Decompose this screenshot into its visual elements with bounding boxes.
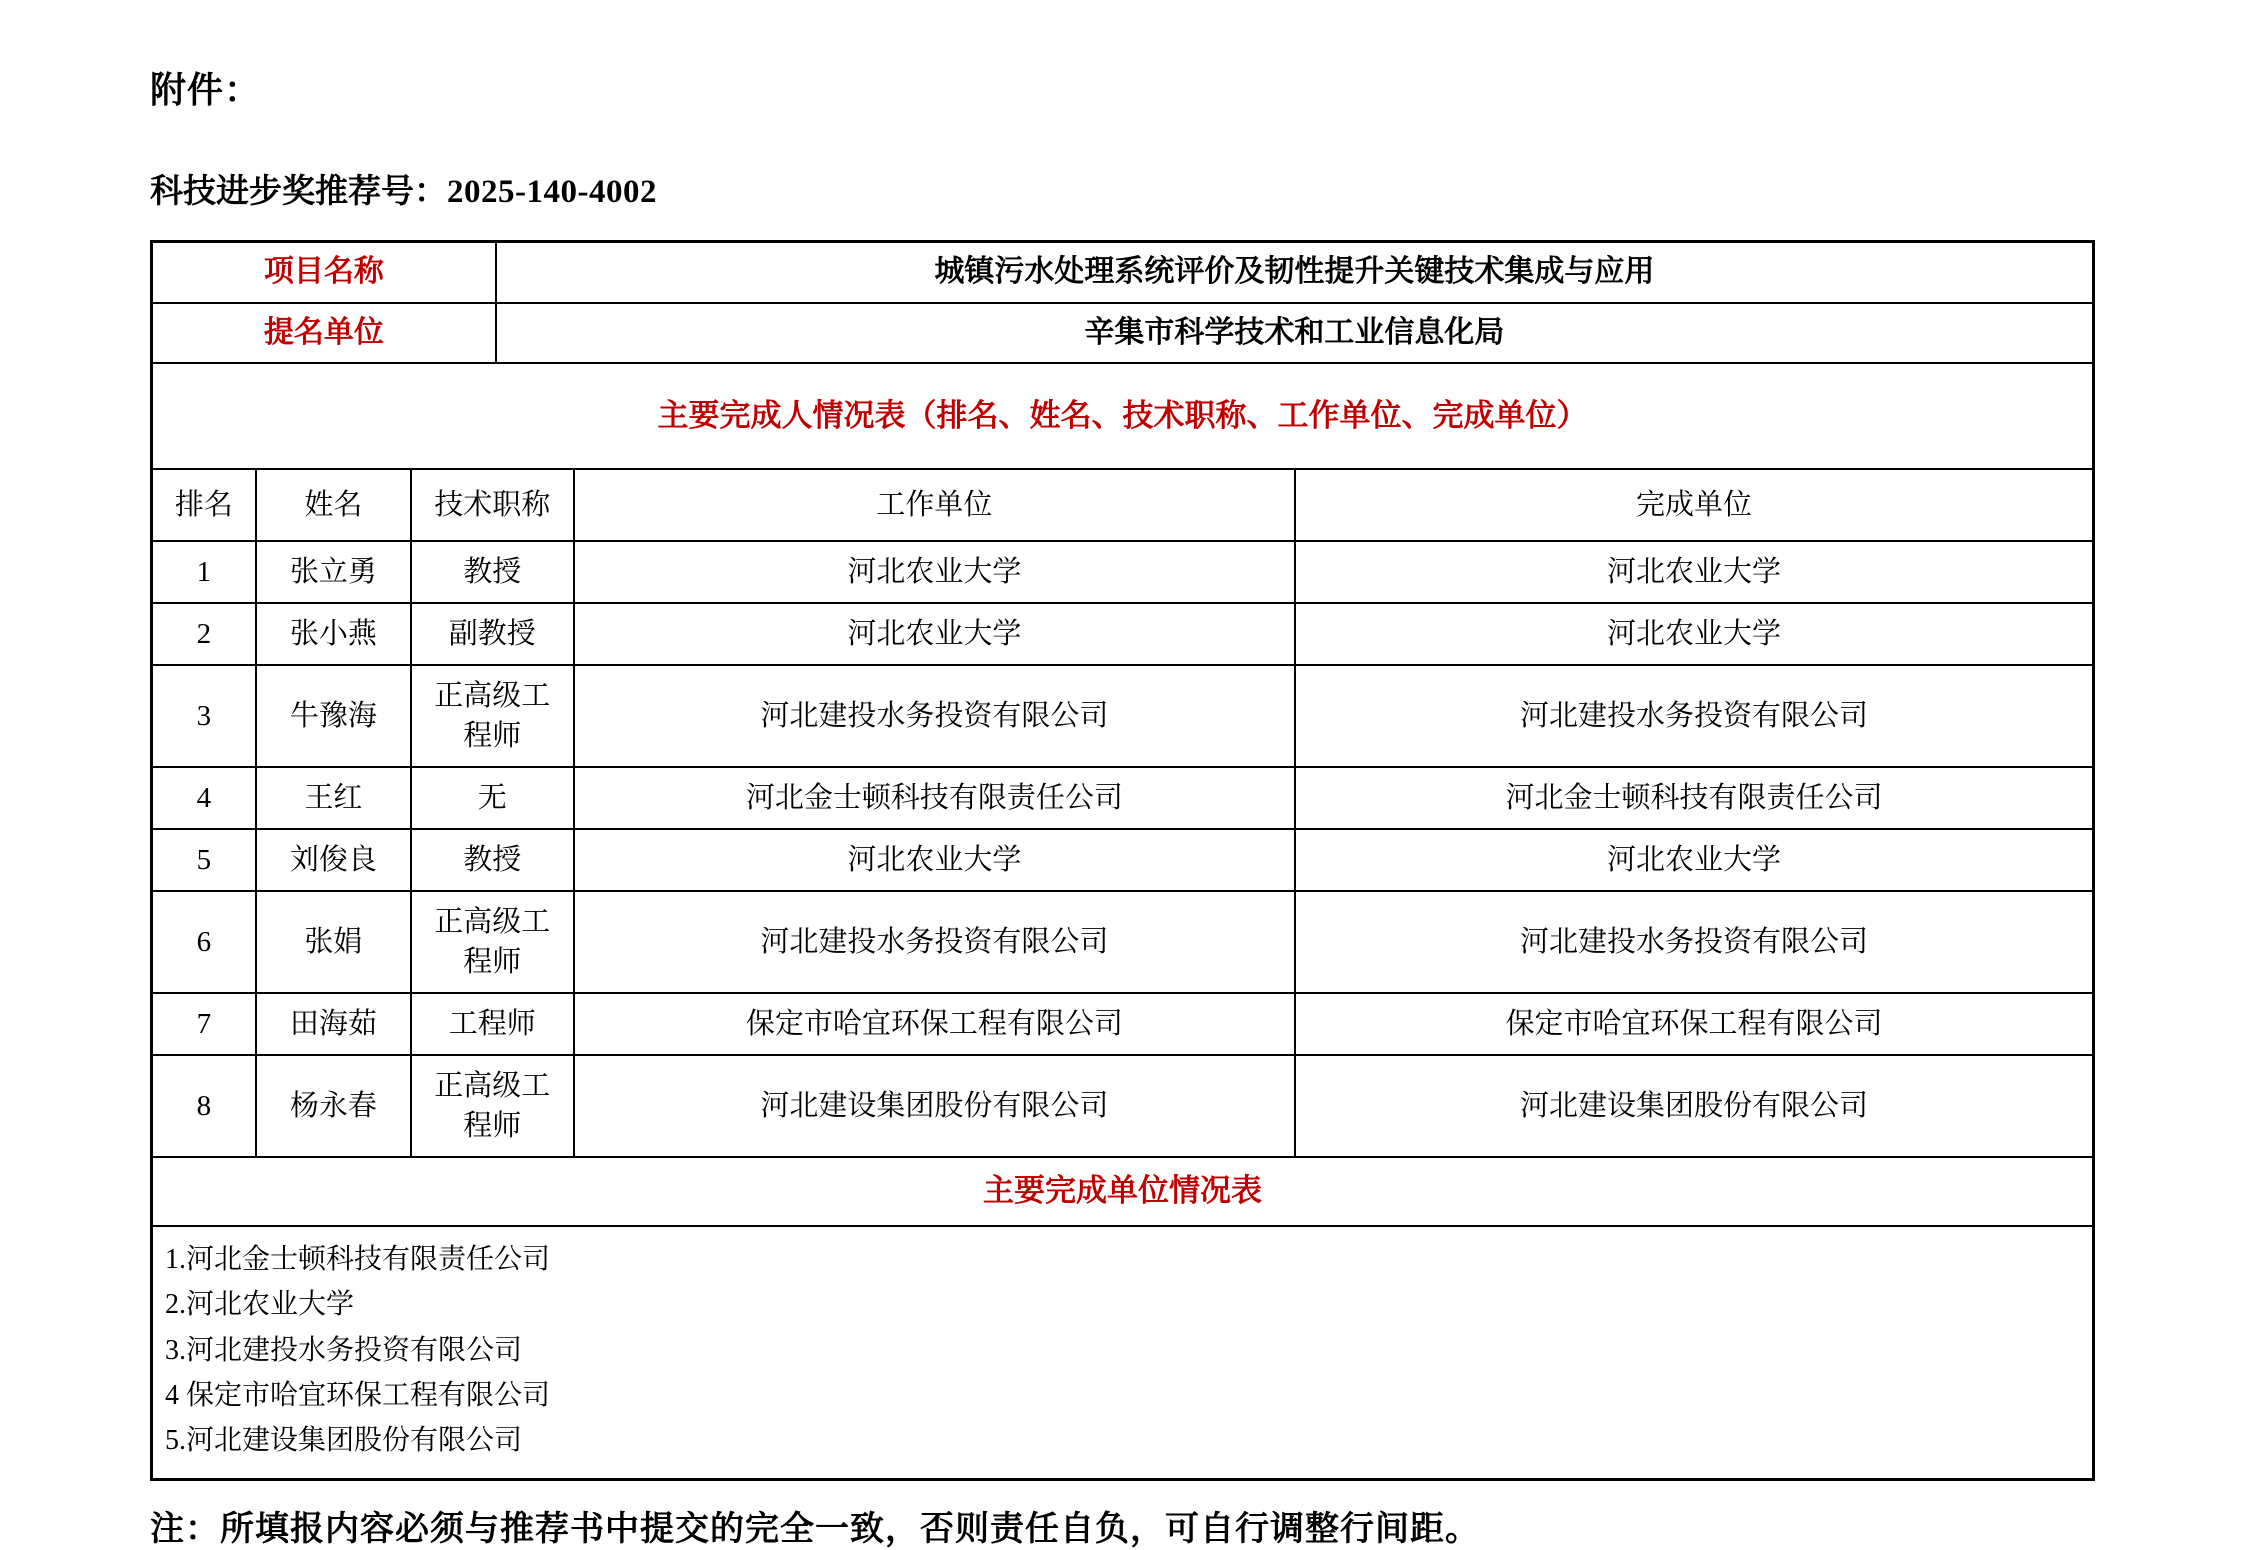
completion-unit-cell: 河北农业大学 xyxy=(1295,603,2092,665)
title-cell xyxy=(411,541,574,603)
completion-unit-cell: 河北建投水务投资有限公司 xyxy=(1295,665,2092,767)
name-cell: 杨永春 xyxy=(256,1055,411,1156)
recommendation-number: 2025-140-4002 xyxy=(447,174,657,210)
recommendation-line xyxy=(150,165,2095,212)
column-header-name: 姓名 xyxy=(256,470,411,541)
table-row xyxy=(153,603,2092,665)
title-cell xyxy=(411,1055,574,1156)
nominator-value: 辛集市科学技术和工业信息化局 xyxy=(1084,315,1505,349)
rank-cell: 4 xyxy=(153,767,256,829)
title-text: 教授 xyxy=(463,556,522,589)
contributors-table-wrap xyxy=(153,468,2092,1156)
column-header-completion-unit: 完成单位 xyxy=(1295,470,2092,541)
name-cell: 田海茹 xyxy=(256,993,411,1055)
award-table xyxy=(150,240,2095,1481)
project-name-value: 城镇污水处理系统评价及韧性提升关键技术集成与应用 xyxy=(496,243,2092,303)
rank-cell: 8 xyxy=(153,1055,256,1156)
work-unit-cell: 河北农业大学 xyxy=(574,541,1295,603)
title-cell xyxy=(411,891,574,993)
name-cell: 刘俊良 xyxy=(256,829,411,891)
recommendation-label: 科技进步奖推荐号： xyxy=(150,174,447,210)
contributors-section-title: 主要完成人情况表（排名、姓名、技术职称、工作单位、完成单位） xyxy=(153,362,2092,468)
project-name-row xyxy=(153,243,2092,303)
units-section-title: 主要完成单位情况表 xyxy=(153,1156,2092,1224)
table-row xyxy=(153,767,2092,829)
title-cell xyxy=(411,767,574,829)
title-cell xyxy=(411,603,574,665)
completion-unit-cell: 河北金士顿科技有限责任公司 xyxy=(1295,767,2092,829)
work-unit-cell: 河北建投水务投资有限公司 xyxy=(574,891,1295,993)
completion-unit-cell: 保定市哈宜环保工程有限公司 xyxy=(1295,993,2092,1055)
rank-cell: 6 xyxy=(153,891,256,993)
column-header-rank: 排名 xyxy=(153,470,256,541)
work-unit-cell: 保定市哈宜环保工程有限公司 xyxy=(574,993,1295,1055)
table-row xyxy=(153,1055,2092,1156)
title-text: 无 xyxy=(477,782,507,815)
unit-item: 1.河北金士顿科技有限责任公司 xyxy=(165,1243,551,1275)
completion-unit-cell: 河北农业大学 xyxy=(1295,541,2092,603)
unit-item: 3.河北建投水务投资有限公司 xyxy=(165,1334,523,1366)
completion-unit-cell: 河北农业大学 xyxy=(1295,829,2092,891)
contributors-table xyxy=(153,470,2092,1156)
table-row xyxy=(153,829,2092,891)
title-text: 工程师 xyxy=(448,1008,536,1041)
title-text: 正高级工程师 xyxy=(434,680,551,753)
column-header-work-unit: 工作单位 xyxy=(574,470,1295,541)
unit-item: 2.河北农业大学 xyxy=(165,1289,355,1321)
name-cell: 牛豫海 xyxy=(256,665,411,767)
unit-item: 4 保定市哈宜环保工程有限公司 xyxy=(165,1379,551,1411)
name-cell: 张立勇 xyxy=(256,541,411,603)
title-text: 教授 xyxy=(463,844,522,877)
work-unit-cell: 河北建投水务投资有限公司 xyxy=(574,665,1295,767)
footer-note: 注：所填报内容必须与推荐书中提交的完全一致，否则责任自负，可自行调整行间距。 xyxy=(150,1510,1480,1548)
table-row xyxy=(153,541,2092,603)
contributors-body xyxy=(153,541,2092,1156)
units-list xyxy=(153,1225,2092,1478)
rank-cell: 1 xyxy=(153,541,256,603)
name-cell: 张小燕 xyxy=(256,603,411,665)
title-cell xyxy=(411,665,574,767)
name-cell: 张娟 xyxy=(256,891,411,993)
completion-unit-cell: 河北建设集团股份有限公司 xyxy=(1295,1055,2092,1156)
work-unit-cell: 河北农业大学 xyxy=(574,829,1295,891)
contributors-header-row xyxy=(153,470,2092,541)
title-text: 正高级工程师 xyxy=(434,906,551,979)
rank-cell: 2 xyxy=(153,603,256,665)
title-cell xyxy=(411,993,574,1055)
work-unit-cell: 河北农业大学 xyxy=(574,603,1295,665)
title-text: 正高级工程师 xyxy=(434,1070,551,1143)
info-table xyxy=(153,243,2092,362)
rank-cell: 3 xyxy=(153,665,256,767)
column-header-title: 技术职称 xyxy=(411,470,574,541)
completion-unit-cell: 河北建投水务投资有限公司 xyxy=(1295,891,2092,993)
nominator-row xyxy=(153,303,2092,363)
work-unit-cell: 河北金士顿科技有限责任公司 xyxy=(574,767,1295,829)
work-unit-cell: 河北建设集团股份有限公司 xyxy=(574,1055,1295,1156)
table-row xyxy=(153,891,2092,993)
table-row xyxy=(153,665,2092,767)
title-text: 副教授 xyxy=(448,618,536,651)
rank-cell: 7 xyxy=(153,993,256,1055)
attachment-heading: 附件： xyxy=(150,69,262,110)
rank-cell: 5 xyxy=(153,829,256,891)
name-cell: 王红 xyxy=(256,767,411,829)
unit-item: 5.河北建设集团股份有限公司 xyxy=(165,1425,523,1457)
nominator-label: 提名单位 xyxy=(153,303,496,363)
table-row xyxy=(153,993,2092,1055)
project-name-label: 项目名称 xyxy=(153,243,496,303)
title-cell xyxy=(411,829,574,891)
